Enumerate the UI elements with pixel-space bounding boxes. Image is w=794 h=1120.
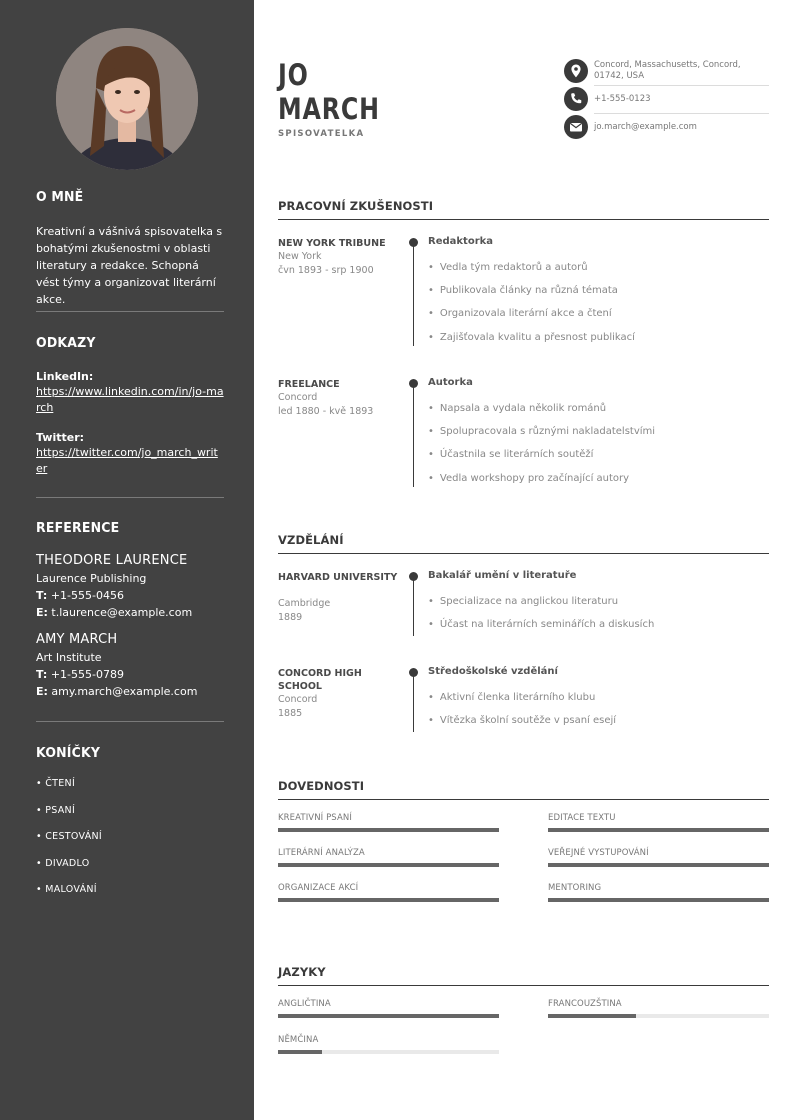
phone-label: T: xyxy=(36,668,48,681)
timeline-dot xyxy=(409,572,418,581)
first-name: JO xyxy=(278,58,309,92)
entry-dates: 1889 xyxy=(278,612,303,623)
language-level-bar xyxy=(278,1014,499,1018)
contact-email xyxy=(564,115,769,141)
about-text: Kreativní a vášnivá spisovatelka s bohatými zkušenostmi v oblasti literatury a redakce. Schopná vést týmy a organizovat literární akce. xyxy=(36,225,223,306)
skill-label: LITERÁRNÍ ANALÝZA xyxy=(278,848,365,858)
entry-dates: led 1880 - kvě 1893 xyxy=(278,406,374,417)
skill-level-fill xyxy=(278,898,499,902)
entry-role: Redaktorka xyxy=(428,236,494,247)
timeline-dot xyxy=(409,379,418,388)
skill-label: ORGANIZACE AKCÍ xyxy=(278,883,359,893)
language-item xyxy=(548,999,769,1009)
sidebar-divider xyxy=(36,311,224,312)
entry-location: Concord xyxy=(278,392,318,403)
links-section xyxy=(36,334,224,349)
entry-location: Cambridge xyxy=(278,598,331,609)
skill-label: EDITACE TEXTU xyxy=(548,813,616,823)
link-label: LinkedIn: xyxy=(36,370,94,383)
email-label: E: xyxy=(36,606,48,619)
reference-company: Art Institute xyxy=(36,651,102,664)
section-rule xyxy=(278,219,769,220)
timeline-dot xyxy=(409,238,418,247)
contact-divider xyxy=(594,113,769,114)
reference-item xyxy=(36,552,224,621)
entry-organization: FREELANCE xyxy=(278,379,340,390)
bullet-item: • Publikovala články na různá témata xyxy=(428,279,635,302)
phone-value: +1-555-0789 xyxy=(50,668,124,681)
references-section xyxy=(36,519,224,534)
location-pin-icon xyxy=(564,59,588,83)
skill-level-fill xyxy=(278,863,499,867)
language-label: ANGLIČTINA xyxy=(278,999,331,1009)
links-heading: ODKAZY xyxy=(36,334,96,351)
entry-location: New York xyxy=(278,251,322,262)
twitter-link[interactable]: https://twitter.com/jo_march_writer xyxy=(36,446,218,475)
entry-organization: NEW YORK TRIBUNE xyxy=(278,238,386,249)
language-level-bar xyxy=(548,1014,769,1018)
job-title: SPISOVATELKA xyxy=(278,129,365,139)
skill-label: VEŘEJNÉ VYSTUPOVÁNÍ xyxy=(548,848,649,858)
skill-item xyxy=(278,883,499,893)
skill-label: KREATIVNÍ PSANÍ xyxy=(278,813,352,823)
hobbies-section xyxy=(36,744,224,759)
contact-phone xyxy=(564,87,769,113)
bullet-item: • Účast na literárních seminářích a diskusích xyxy=(428,613,654,636)
hobbies-list xyxy=(36,771,224,904)
skill-level-bar xyxy=(548,898,769,902)
hobby-item: • CESTOVÁNÍ xyxy=(36,831,103,842)
email-value: amy.march@example.com xyxy=(51,685,198,698)
reference-email xyxy=(36,683,224,700)
language-label: FRANCOUZŠTINA xyxy=(548,999,622,1009)
skill-item xyxy=(278,848,499,858)
hobby-item: • ČTENÍ xyxy=(36,778,76,789)
entry-dates: 1885 xyxy=(278,708,303,719)
language-level-fill xyxy=(278,1050,322,1054)
email-label: E: xyxy=(36,685,48,698)
skill-level-fill xyxy=(548,863,769,867)
bullet-item: • Vedla workshopy pro začínající autory xyxy=(428,467,655,490)
bullet-item: • Vítězka školní soutěže v psaní esejí xyxy=(428,709,616,732)
profile-photo xyxy=(56,28,198,170)
phone-text: +1-555-0123 xyxy=(594,94,651,104)
bullet-item: • Specializace na anglickou literaturu xyxy=(428,590,654,613)
portrait-illustration xyxy=(56,28,198,170)
linkedin-link[interactable]: https://www.linkedin.com/in/jo-march xyxy=(36,385,224,414)
bullet-item: • Účastnila se literárních soutěží xyxy=(428,443,655,466)
entry-location: Concord xyxy=(278,694,318,705)
skill-item xyxy=(548,848,769,858)
address-text: Concord, Massachusetts, Concord, 01742, USA xyxy=(594,60,741,81)
section-rule xyxy=(278,553,769,554)
bullet-item: • Aktivní členka literárního klubu xyxy=(428,686,616,709)
skill-item xyxy=(278,813,499,823)
section-rule xyxy=(278,985,769,986)
skills-heading: DOVEDNOSTI xyxy=(278,779,365,793)
about-heading: O MNĚ xyxy=(36,188,84,205)
entry-bullets xyxy=(428,590,654,636)
language-item xyxy=(278,999,499,1009)
references-heading: REFERENCE xyxy=(36,519,120,536)
bullet-item: • Organizovala literární akce a čtení xyxy=(428,302,635,325)
skill-item xyxy=(548,883,769,893)
reference-company: Laurence Publishing xyxy=(36,572,147,585)
entry-role: Autorka xyxy=(428,377,473,388)
timeline-line xyxy=(413,672,414,732)
skill-level-fill xyxy=(548,898,769,902)
reference-phone xyxy=(36,666,224,683)
language-level-bar xyxy=(278,1050,499,1054)
sidebar-divider xyxy=(36,497,224,498)
timeline-line xyxy=(413,242,414,346)
entry-organization: CONCORD HIGH SCHOOL xyxy=(278,668,362,692)
sidebar-divider xyxy=(36,721,224,722)
about-section xyxy=(36,188,224,203)
reference-phone xyxy=(36,587,224,604)
phone-value: +1-555-0456 xyxy=(50,589,124,602)
last-name: MARCH xyxy=(278,92,380,126)
email-value: t.laurence@example.com xyxy=(51,606,193,619)
email-text[interactable]: jo.march@example.com xyxy=(594,122,697,132)
languages-heading: JAZYKY xyxy=(278,965,326,979)
entry-organization: HARVARD UNIVERSITY xyxy=(278,572,398,583)
skill-level-fill xyxy=(278,828,499,832)
skill-level-bar xyxy=(278,828,499,832)
skill-level-bar xyxy=(278,863,499,867)
skill-item xyxy=(548,813,769,823)
hobby-item: • PSANÍ xyxy=(36,804,76,816)
language-level-fill xyxy=(278,1014,499,1018)
skill-level-bar xyxy=(278,898,499,902)
hobby-item: • MALOVÁNÍ xyxy=(36,884,97,895)
contact-divider xyxy=(594,85,769,86)
bullet-item: • Spolupracovala s různými nakladatelstvími xyxy=(428,420,655,443)
language-level-fill xyxy=(548,1014,636,1018)
section-rule xyxy=(278,799,769,800)
envelope-icon xyxy=(564,115,588,139)
reference-name: THEODORE LAURENCE xyxy=(36,553,188,568)
experience-heading: PRACOVNÍ ZKUŠENOSTI xyxy=(278,199,434,213)
entry-bullets xyxy=(428,397,655,490)
entry-role: Středoškolské vzdělání xyxy=(428,666,558,677)
skill-label: MENTORING xyxy=(548,883,602,893)
timeline-dot xyxy=(409,668,418,677)
entry-role: Bakalář umění v literatuře xyxy=(428,570,577,581)
sidebar xyxy=(0,0,254,1120)
skill-level-bar xyxy=(548,828,769,832)
phone-label: T: xyxy=(36,589,48,602)
timeline-line xyxy=(413,576,414,636)
hobbies-heading: KONÍČKY xyxy=(36,744,101,761)
bullet-item: • Vedla tým redaktorů a autorů xyxy=(428,256,635,279)
reference-name: AMY MARCH xyxy=(36,632,118,647)
timeline-line xyxy=(413,383,414,487)
bullet-item: • Zajišťovala kvalitu a přesnost publikací xyxy=(428,326,635,349)
bullet-item: • Napsala a vydala několik románů xyxy=(428,397,655,420)
language-item xyxy=(278,1035,499,1045)
reference-email xyxy=(36,604,224,621)
full-name xyxy=(278,58,380,126)
language-label: NĚMČINA xyxy=(278,1035,319,1045)
skill-level-fill xyxy=(548,828,769,832)
link-linkedin xyxy=(36,369,224,416)
skill-level-bar xyxy=(548,863,769,867)
hobby-item: • DIVADLO xyxy=(36,857,90,869)
link-label: Twitter: xyxy=(36,431,85,444)
phone-icon xyxy=(564,87,588,111)
reference-item xyxy=(36,631,224,700)
contact-address xyxy=(564,59,769,85)
education-heading: VZDĚLÁNÍ xyxy=(278,533,344,547)
entry-bullets xyxy=(428,256,635,349)
link-twitter xyxy=(36,430,224,477)
entry-bullets xyxy=(428,686,616,732)
entry-dates: čvn 1893 - srp 1900 xyxy=(278,265,374,276)
